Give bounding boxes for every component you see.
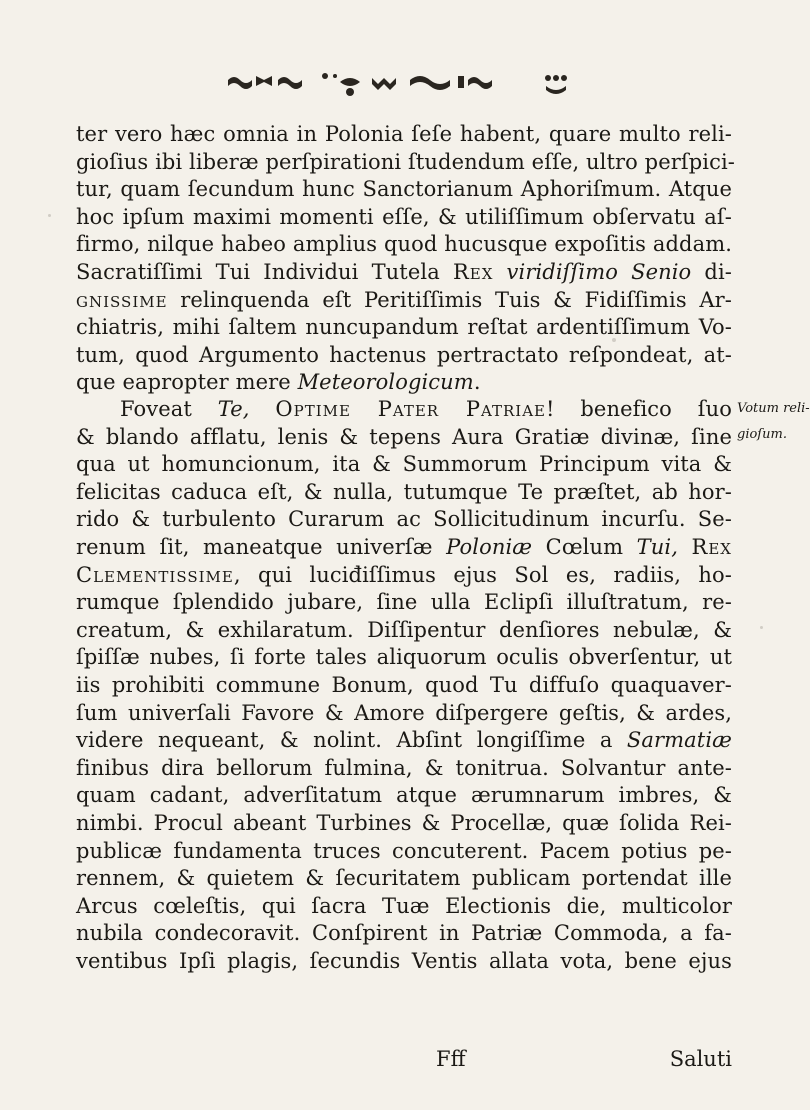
text-line: publicæ fundamenta truces concuterent. Pacem potius pe- bbox=[76, 838, 732, 863]
text-line: & blando afflatu, lenis & tepens Aura Gratiæ divinæ, ſine bbox=[76, 424, 732, 449]
text-line: iis prohibiti commune Bonum, quod Tu diffuſo quaquaver- bbox=[76, 672, 732, 697]
text-line: rumque ſplendido jubare, ſine ulla Eclipſi illuſtratum, re- bbox=[76, 590, 732, 615]
text-line: firmo, nilque habeo amplius quod hucusque expoſitis addam. bbox=[76, 232, 732, 257]
paper-speck bbox=[48, 214, 51, 217]
marginal-note-line: Votum reli- bbox=[737, 401, 810, 416]
text-line: creatum, & exhilaratum. Diſſipentur denſiores nebulæ, & bbox=[76, 617, 732, 642]
text-line: ſpiſſæ nubes, ſi forte tales aliquorum oculis obverſentur, ut bbox=[76, 645, 732, 670]
text-line: finibus dira bellorum fulmina, & tonitrua. Solvantur ante- bbox=[76, 755, 732, 780]
paper-speck bbox=[612, 338, 616, 342]
text-line: nimbi. Procul abeant Turbines & Procellæ, quæ ſolida Rei- bbox=[76, 810, 732, 835]
text-line: tur, quam ſecundum hunc Sanctorianum Aphoriſmum. Atque bbox=[76, 177, 732, 202]
text-line: rennem, & quietem & ſecuritatem publicam portendat ille bbox=[76, 866, 732, 891]
text-line: videre nequeant, & nolint. Abſint longiſſime a Sarmatiæ bbox=[76, 728, 732, 753]
text-line: tum, quod Argumento hactenus pertractato reſpondeat, at- bbox=[76, 342, 732, 367]
text-line: quam cadant, adverſitatum atque ærumnarum imbres, & bbox=[76, 783, 732, 808]
text-line: hoc ipſum maximi momenti eſſe, & utiliſſimum obſervatu aſ- bbox=[76, 204, 732, 229]
text-line: ſum univerſali Favore & Amore diſpergere geſtis, & ardes, bbox=[76, 700, 732, 725]
text-line: Arcus cœleſtis, qui ſacra Tuæ Electionis die, multicolor bbox=[76, 893, 732, 918]
signature-mark: Fff bbox=[436, 1047, 466, 1071]
marginal-note bbox=[737, 402, 810, 442]
text-line: felicitas caduca eſt, & nulla, tutumque Te præſtet, ab hor- bbox=[76, 479, 732, 504]
text-line: Foveat Te, Optime Pater Patriae! benefico ſuo bbox=[120, 397, 732, 421]
text-line: qua ut homuncionum, ita & Summorum Principum vita & bbox=[76, 452, 732, 477]
text-line: ventibus Ipſi plagis, ſecundis Ventis allata vota, bene ejus bbox=[76, 948, 732, 973]
text-line: Sacratiſſimi Tui Individui Tutela Rex viridiſſimo Senio di- bbox=[76, 259, 732, 284]
text-line: rido & turbulento Curarum ac Sollicitudinum incurſu. Se- bbox=[76, 507, 732, 532]
text-line: nubila condecoravit. Conſpirent in Patriæ Commoda, a fa- bbox=[76, 921, 732, 946]
paragraph-conclusion bbox=[76, 121, 735, 397]
text-line: gioſius ibi liberæ perſpirationi ſtudendum eſſe, ultro perſpici- bbox=[76, 149, 735, 174]
text-line: renum ſit, maneatque univerſæ Poloniæ Cœlum Tui, Rex bbox=[76, 534, 732, 559]
text-line: Clementissime, qui luciđiſſimus ejus Sol es, radiis, ho- bbox=[76, 562, 732, 587]
marginal-note-line: gioſum. bbox=[737, 427, 787, 442]
text-line: chiatris, mihi ſaltem nuncupandum reſtat ardentiſſimum Vo- bbox=[76, 315, 732, 340]
paper-speck bbox=[760, 626, 763, 629]
printers-ornament-headband bbox=[0, 66, 800, 100]
catchword: Saluti bbox=[669, 1047, 732, 1071]
text-line: gnissime relinquenda eſt Peritiſſimis Tuis & Fidiſſimis Ar- bbox=[76, 287, 732, 312]
paragraph-votum bbox=[76, 396, 732, 975]
text-line: que eapropter mere Meteorologicum. bbox=[76, 370, 481, 395]
text-line: ter vero hæc omnia in Polonia ſeſe habent, quare multo reli- bbox=[76, 122, 732, 146]
